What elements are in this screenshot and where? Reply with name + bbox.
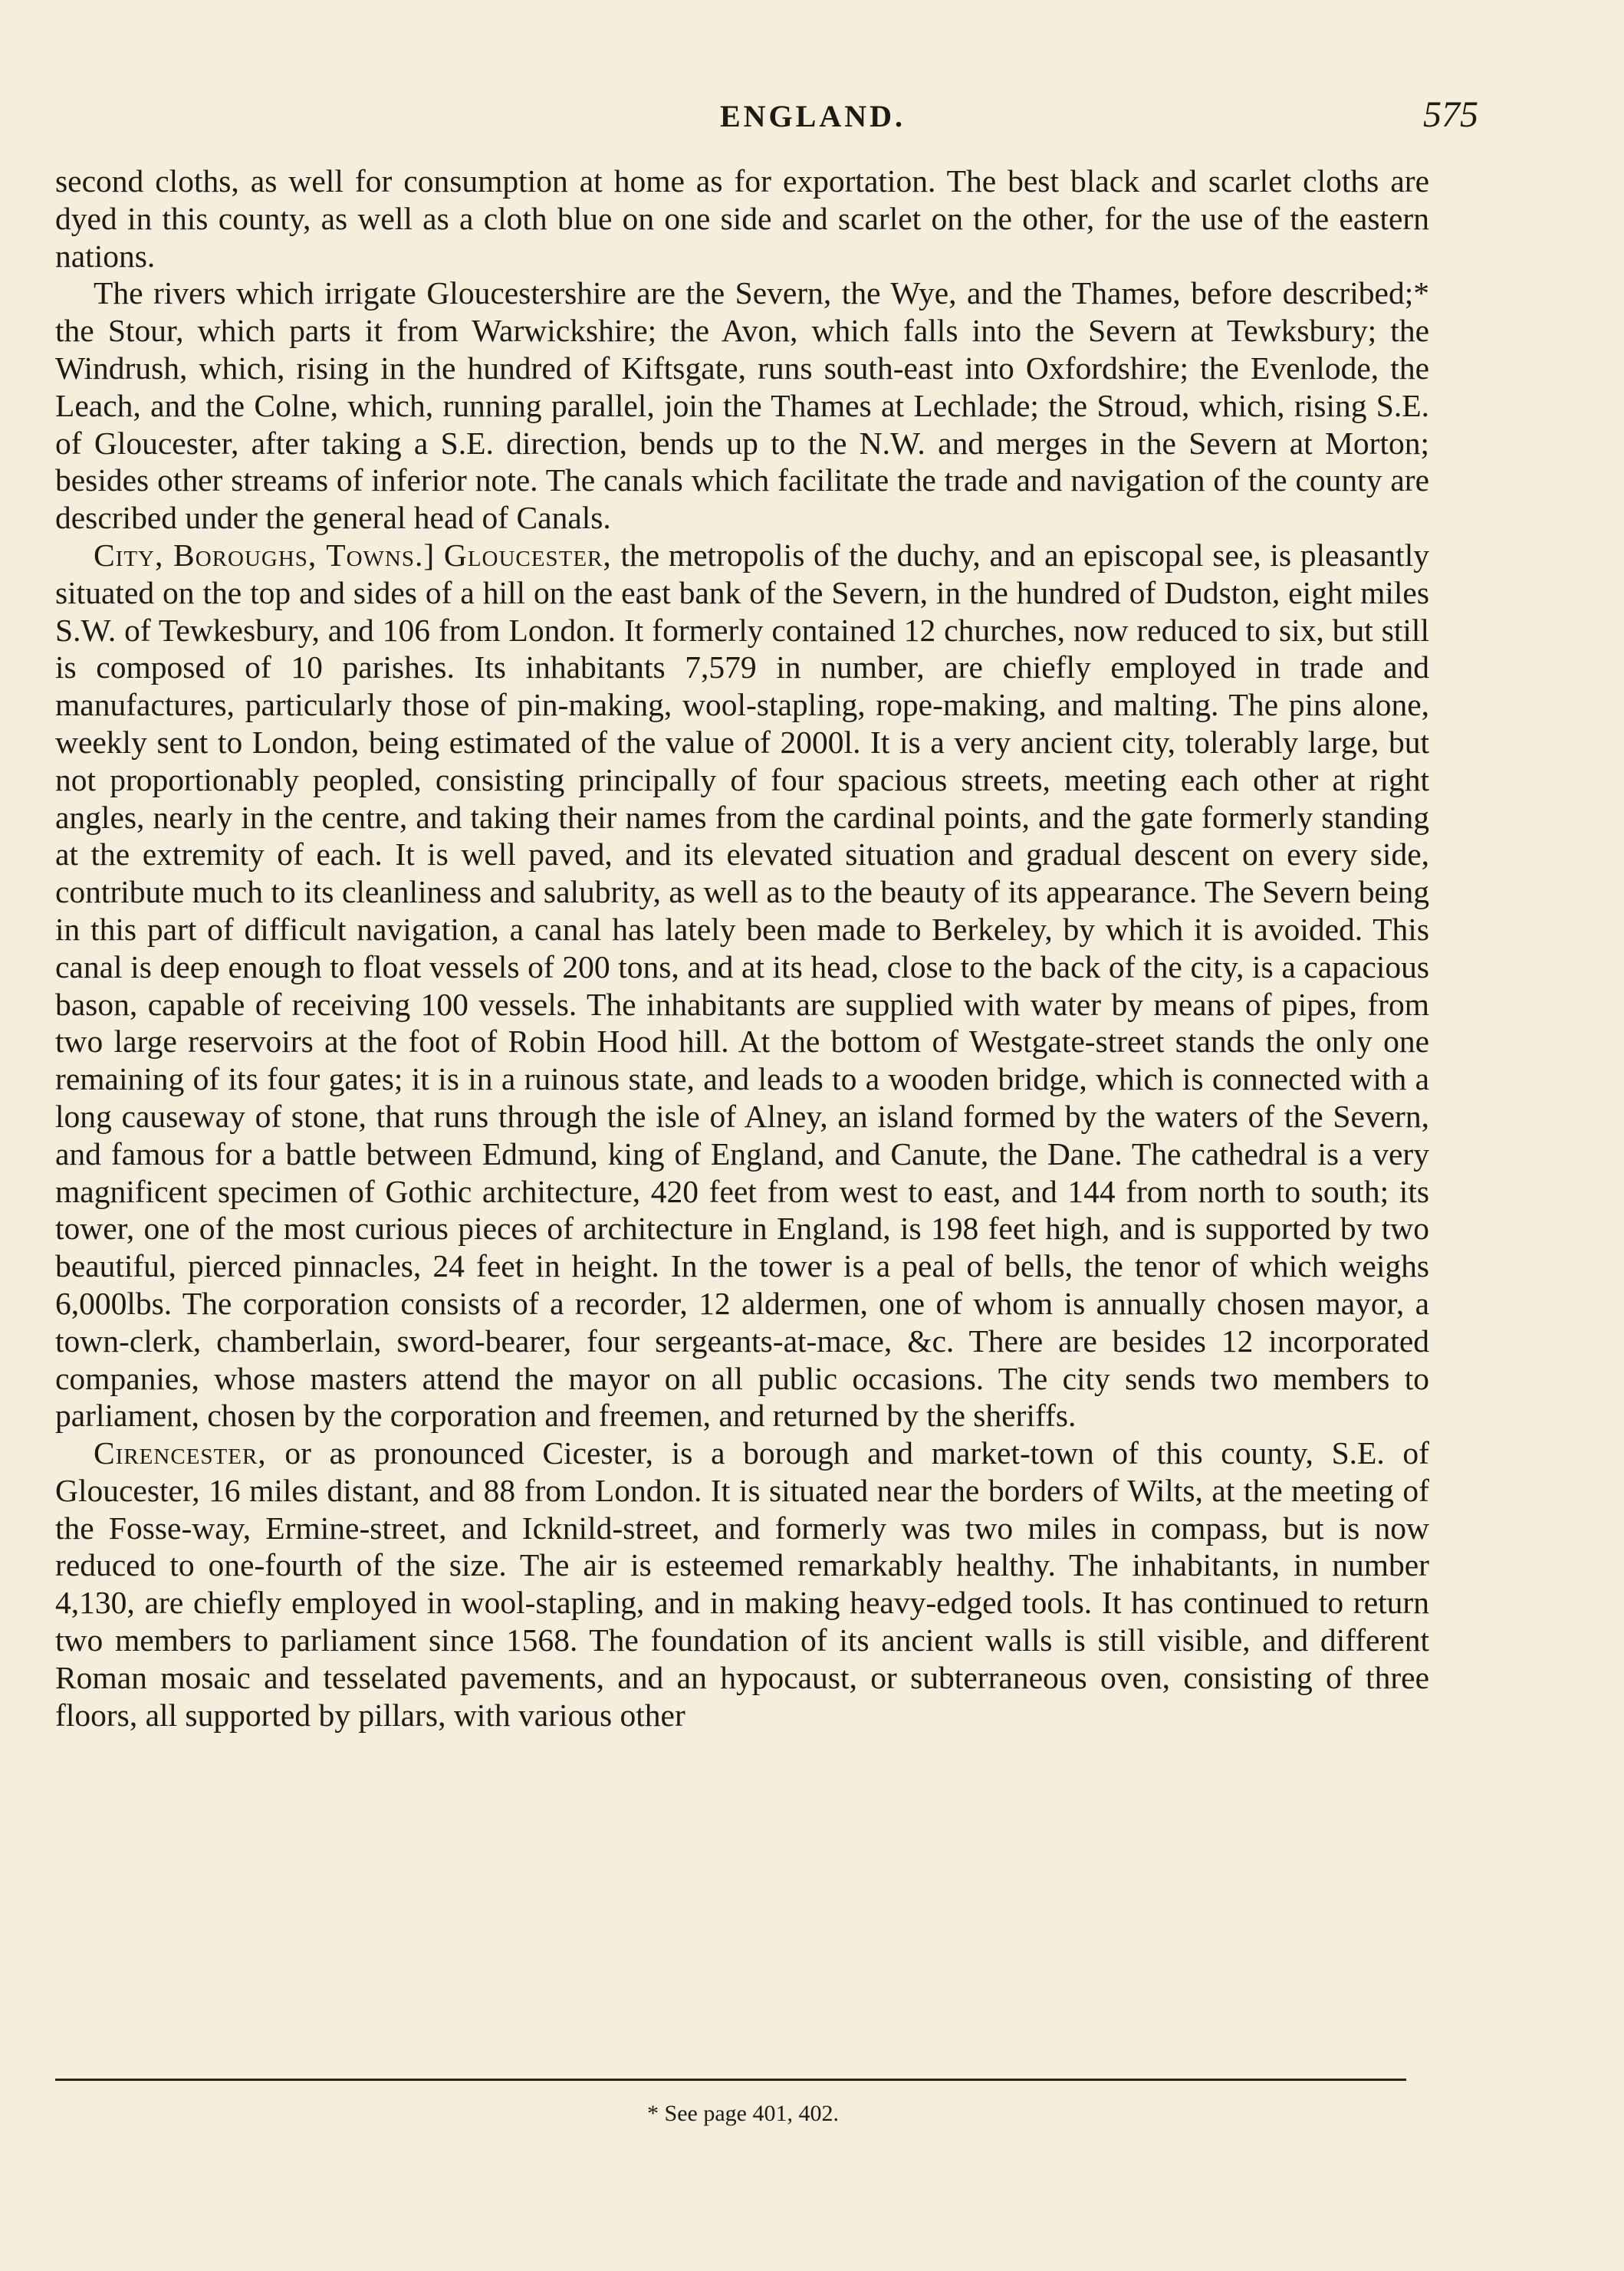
paragraph-gloucester bbox=[55, 537, 1429, 1435]
running-title: ENGLAND. bbox=[719, 99, 906, 133]
footnote: * See page 401, 402. bbox=[647, 2101, 839, 2126]
body-text bbox=[55, 163, 1429, 1734]
paragraph-gloucester-text: the metropolis of the duchy, and an episcopal see, is pleasantly situated on the top and sides of a hill on the east bank of the Severn, in the hundred of Dudston, eight miles S.W. of Tewkesbury, and 106 from London. It formerly contained 12 churches, now reduced to six, but still is composed of 10 parishes. Its inhabitants 7,579 in number, are chiefly employed in trade and manufactures, particularly those of pin-making, wool-stapling, rope-making, and malting. The pins alone, weekly sent to London, being estimated of the value of 2000l. It is a very ancient city, tolerably large, but not proportionably peopled, consisting principally of four spacious streets, meeting each other at right angles, nearly in the centre, and taking their names from the cardinal points, and the gate formerly standing at the extremity of each. It is well paved, and its elevated situation and gradual descent on every side, contribute much to its cleanliness and salubrity, as well as to the beauty of its appearance. The Severn being in this part of difficult navigation, a canal has lately been made to Berkeley, by which it is avoided. This canal is deep enough to float vessels of 200 tons, and at its head, close to the back of the city, is a capacious bason, capable of receiving 100 vessels. The inhabitants are supplied with water by means of pipes, from two large reservoirs at the foot of Robin Hood hill. At the bottom of Westgate-street stands the only one remaining of its four gates; it is in a ruinous state, and leads to a wooden bridge, which is connected with a long causeway of stone, that runs through the isle of Alney, an island formed by the waters of the Severn, and famous for a battle between Edmund, king of England, and Canute, the Dane. The cathedral is a very magnificent specimen of Gothic architecture, 420 feet from west to east, and 144 from north to south; its tower, one of the most curious pieces of architecture in England, is 198 feet high, and is supported by two beautiful, pierced pinnacles, 24 feet in height. In the tower is a peal of bells, the tenor of which weighs 6,000lbs. The corporation consists of a recorder, 12 aldermen, one of whom is annually chosen mayor, a town-clerk, chamberlain, sword-bearer, four sergeants-at-mace, &c. There are besides 12 incorporated companies, whose masters attend the mayor on all public occasions. The city sends two members to parliament, chosen by the corporation and freemen, and returned by the sheriffs. bbox=[55, 537, 1429, 1434]
paragraph-cirencester-text: or as pronounced Cicester, is a borough and market-town of this county, S.E. of Gloucester, 16 miles distant, and 88 from London. It is situated near the borders of Wilts, at the meeting of the Fosse-way, Ermine-street, and Icknild-street, and formerly was two miles in compass, but is now reduced to one-fourth of the size. The air is esteemed remarkably healthy. The inhabitants, in number 4,130, are chiefly employed in wool-stapling, and in making heavy-edged tools. It has continued to return two members to parliament since 1568. The foundation of its ancient walls is still visible, and different Roman mosaic and tesselated pavements, and an hypocaust, or subterraneous oven, consisting of three floors, all supported by pillars, with various other bbox=[55, 1435, 1429, 1733]
paragraph-cloths: second cloths, as well for consumption at home as for exportation. The best black and scarlet cloths are dyed in this county, as well as a cloth blue on one side and scarlet on the other, for the use of the eastern nations. bbox=[55, 163, 1429, 274]
page-number: 575 bbox=[1423, 94, 1478, 135]
place-name-gloucester: Gloucester, bbox=[443, 537, 612, 573]
section-heading: City, Boroughs, Towns.] bbox=[94, 537, 436, 573]
paragraph-rivers: The rivers which irrigate Gloucestershire are the Severn, the Wye, and the Thames, before described;* the Stour, which parts it from Warwickshire; the Avon, which falls into the Severn at Tewksbury; the Windrush, which, rising in the hundred of Kiftsgate, runs south-east into Oxfordshire; the Evenlode, the Leach, and the Colne, which, running parallel, join the Thames at Lechlade; the Stroud, which, rising S.E. of Gloucester, after taking a S.E. direction, bends up to the N.W. and merges in the Severn at Morton; besides other streams of inferior note. The canals which facilitate the trade and navigation of the county are described under the general head of Canals. bbox=[55, 275, 1429, 536]
footnote-rule bbox=[55, 2079, 1406, 2081]
paragraph-cirencester bbox=[55, 1435, 1429, 1734]
place-name-cirencester: Cirencester, bbox=[94, 1435, 267, 1471]
page-header bbox=[55, 94, 1478, 144]
